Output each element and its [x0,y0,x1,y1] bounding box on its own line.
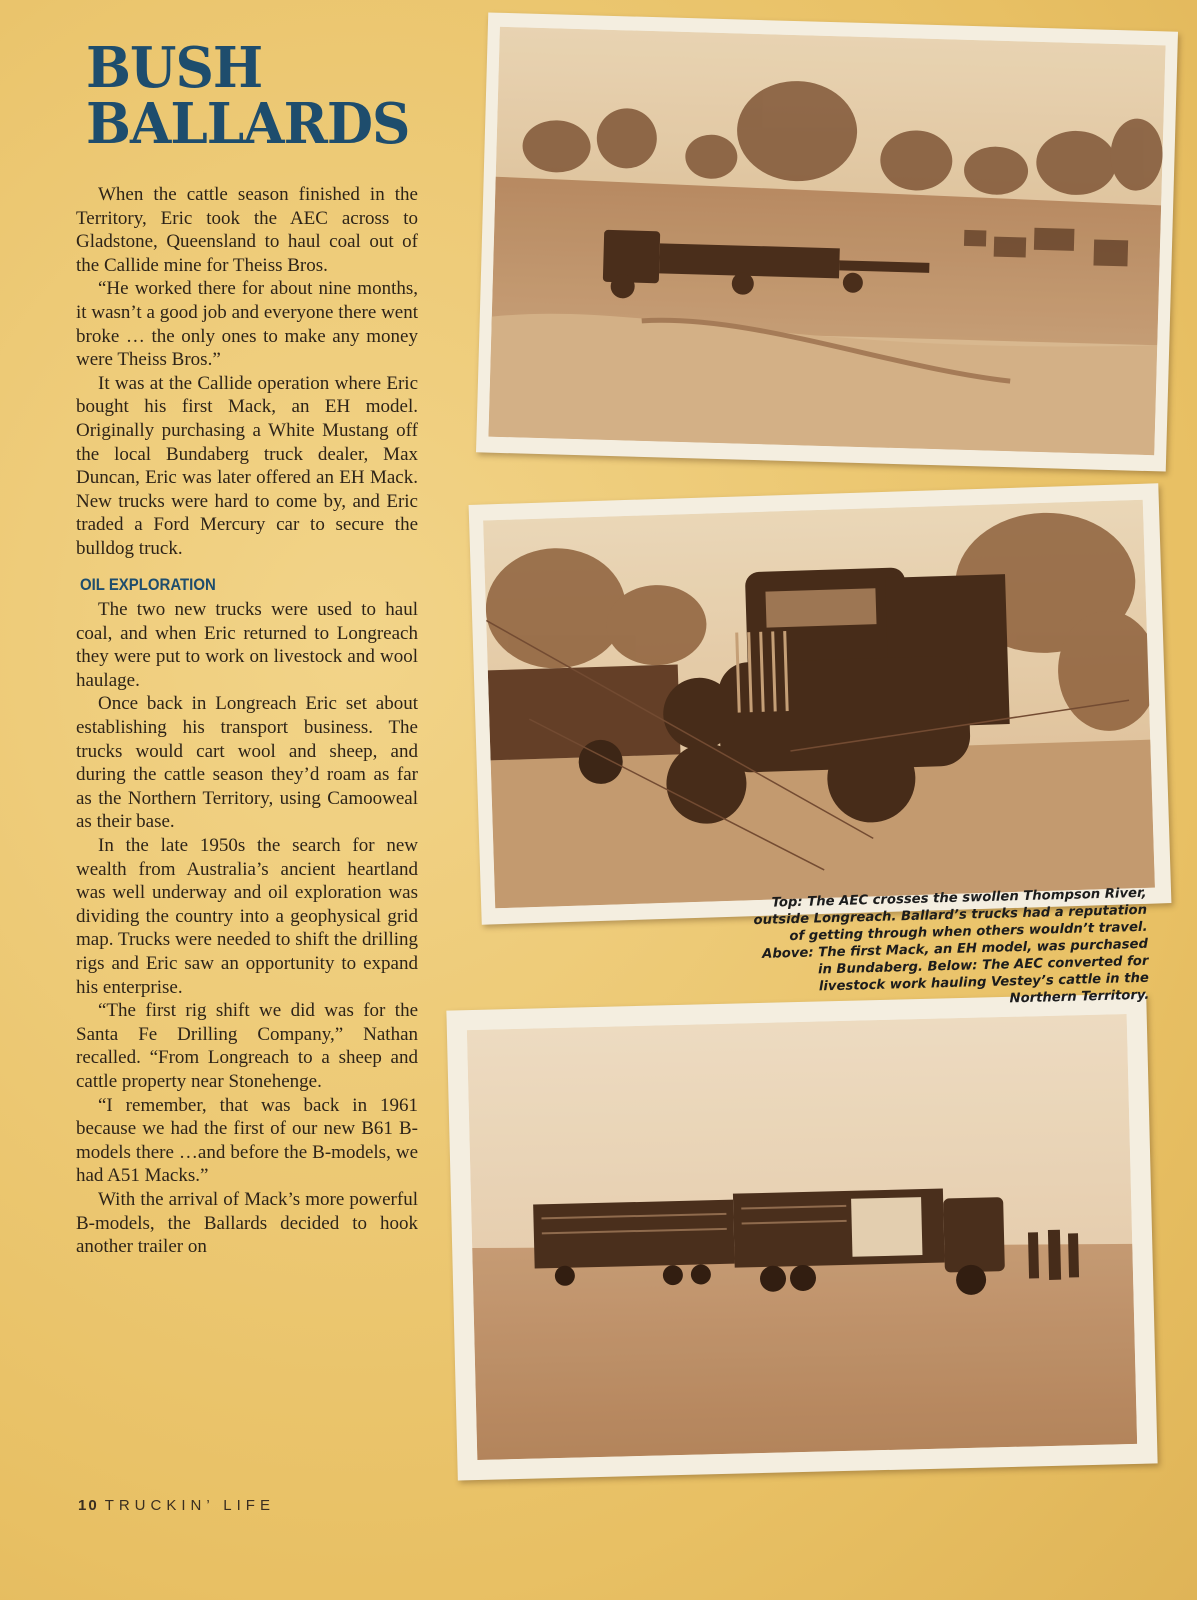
article-paragraph: In the late 1950s the search for new wealth from Australia’s ancient heartland was well underway and oil exploration was dividing the country into a geophysical grid map. Trucks were needed to shift the drilling rigs and Eric saw an opportunity to expand his enterprise. [76,835,418,998]
headline-line-2: BALLARDS [86,91,410,157]
photo-eh-mack-image [483,500,1155,909]
photo-aec-river-crossing [476,12,1178,471]
article-paragraph: Once back in Longreach Eric set about establishing his transport business. The trucks would cart wool and sheep, and during the cattle season they’d roam as far as the Northern Territory, using Camooweal as their base. [76,693,418,833]
page-number: 10 [78,1497,99,1514]
headline-line-1: BUSH [86,35,263,101]
article-paragraph: With the arrival of Mack’s more powerful B-models, the Ballards decided to hook another trailer on [76,1188,418,1258]
article-paragraph: “The first rig shift we did was for the Santa Fe Drilling Company,” Nathan recalled. “From Longreach to a sheep and cattle property near Stonehenge. [76,1000,418,1092]
article-column [76,183,418,1259]
page-footer [78,1497,275,1514]
article-paragraph: It was at the Callide operation where Eric bought his first Mack, an EH model. Originally purchasing a White Mustang off the local Bundaberg truck dealer, Max Duncan, Eric was later offered an EH Mack. New trucks were hard to come by, and Eric traded a Ford Mercury car to secure the bulldog truck. [76,372,418,559]
publication-name: TRUCKIN’ LIFE [104,1497,275,1514]
headline [86,35,410,157]
article-paragraph: The two new trucks were used to haul coal, and when Eric returned to Longreach they were put to work on livestock and wool haulage. [76,599,418,691]
subheading-oil-exploration: OIL EXPLORATION [80,574,216,594]
photo-aec-livestock-roadtrain [446,994,1157,1481]
article-paragraph: “He worked there for about nine months, it wasn’t a good job and everyone there went broke … the only ones to make any money were Theiss Bros.” [76,278,418,371]
photo-caption: Top: The AEC crosses the swollen Thompson River, outside Longreach. Ballard’s trucks had a reputation of getting through when others wouldn’t travel. Above: The first Mack, an EH model, was purchased in Bundaberg. Below: The AEC converted for livestock work hauling Vestey’s cattle in the Northern Territory. [753,885,1150,1007]
article-paragraph: When the cattle season finished in the Territory, Eric took the AEC across to Gladstone, Queensland to haul coal out of the Callide mine for Theiss Bros. [76,184,418,276]
article-paragraph: “I remember, that was back in 1961 because we had the first of our new B61 B-models there …and before the B-models, we had A51 Macks.” [76,1094,418,1187]
photo-aec-river-crossing-image [488,27,1165,455]
photo-eh-mack [469,483,1172,924]
photo-aec-livestock-roadtrain-image [467,1014,1137,1460]
